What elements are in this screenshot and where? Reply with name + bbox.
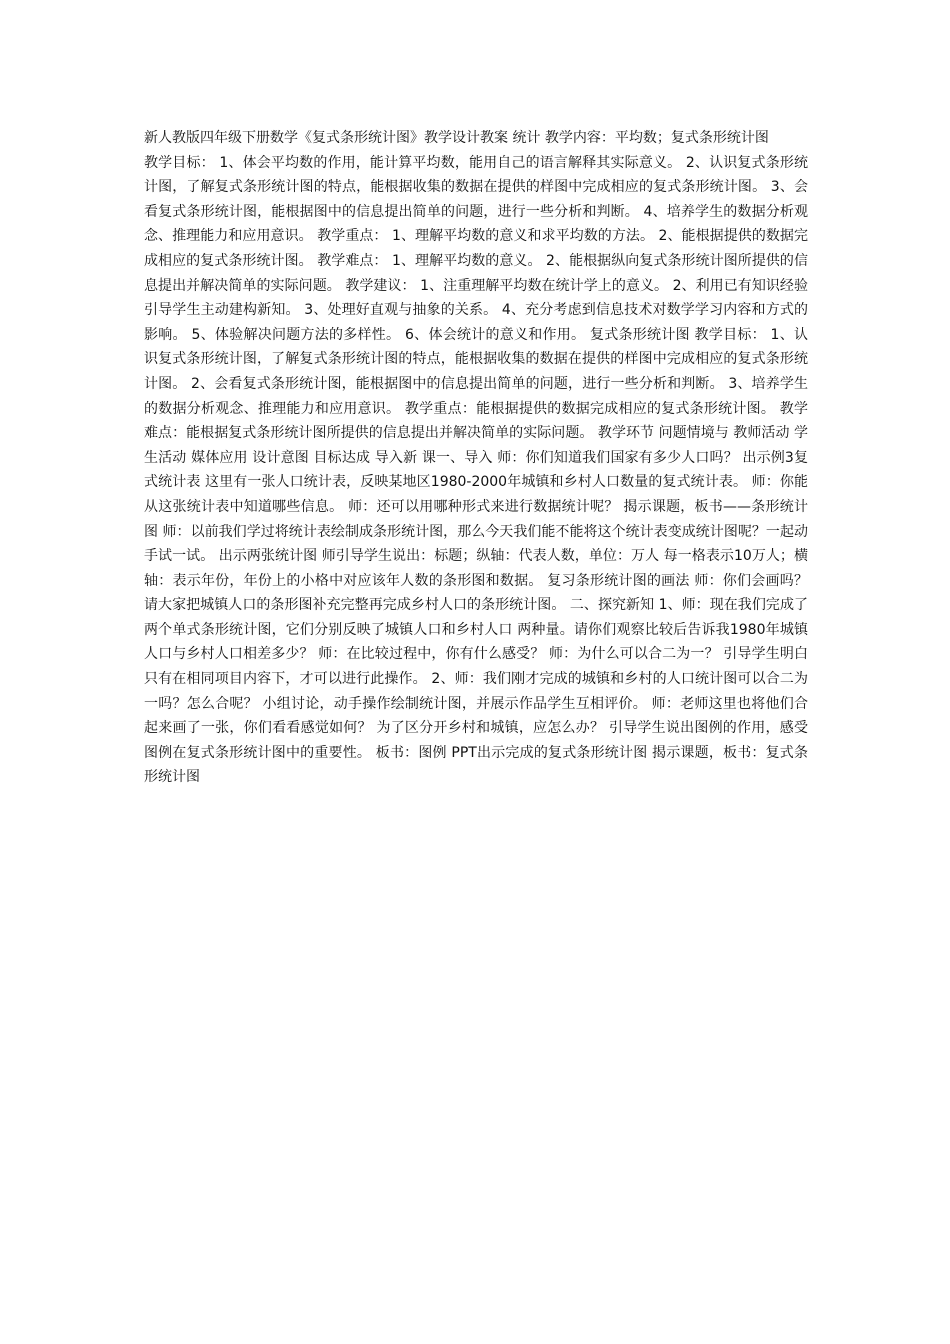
document-body-paragraph: 教学目标： 1、体会平均数的作用，能计算平均数，能用自己的语言解释其实际意义。 2、认识复式条形统计图，了解复式条形统计图的特点，能根据收集的数据在提供的样图中完成相应的复式条形统计图。 3、会看复式条形统计图，能根据图中的信息提出简单的问题，进行一些分析和判断。 4、培养学生的数据分析观念、推理能力和应用意识。 教学重点： 1、理解平均数的意义和求平均数的方法。 2、能根据提供的数据完成相应的复式条形统计图。 教学难点： 1、理解平均数的意义。 2、能根据纵向复式条形统计图所提供的信息提出并解决简单的实际问题。 教学建议： 1、注重理解平均数在统计学上的意义。 2、利用已有知识经验引导学生主动建构新知。 3、处理好直观与抽象的关系。 4、充分考虑到信息技术对数学学习内容和方式的影响。 5、体验解决问题方法的多样性。 6、体会统计的意义和作用。 复式条形统计图 教学目标： 1、认识复式条形统计图，了解复式条形统计图的特点，能根据收集的数据在提供的样图中完成相应的复式条形统计图。 2、会看复式条形统计图，能根据图中的信息提出简单的问题，进行一些分析和判断。 3、培养学生的数据分析观念、推理能力和应用意识。 教学重点：能根据提供的数据完成相应的复式条形统计图。 教学难点：能根据复式条形统计图所提供的信息提出并解决简单的实际问题。 教学环节 问题情境与 教师活动 学生活动 媒体应用 设计意图 目标达成 导入新 课一、导入 师：你们知道我们国家有多少人口吗？ 出示例3复式统计表 这里有一张人口统计表，反映某地区1980-2000年城镇和乡村人口数量的复式统计表。 师：你能从这张统计表中知道哪些信息。 师：还可以用哪种形式来进行数据统计呢？ 揭示课题，板书——条形统计图 师：以前我们学过将统计表绘制成条形统计图，那么今天我们能不能将这个统计表变成统计图呢？一起动手试一试。 出示两张统计图 师引导学生说出：标题；纵轴：代表人数，单位：万人 每一格表示10万人；横轴：表示年份，年份上的小格中对应该年人数的条形图和数据。 复习条形统计图的画法 师：你们会画吗？请大家把城镇人口的条形图补充完整再完成乡村人口的条形统计图。 二、探究新知 1、师：现在我们完成了两个单式条形统计图，它们分别反映了城镇人口和乡村人口 两种量。请你们观察比较后告诉我1980年城镇人口与乡村人口相差多少？ 师：在比较过程中，你有什么感受？ 师：为什么可以合二为一？ 引导学生明白只有在相同项目内容下，才可以进行此操作。 2、师：我们刚才完成的城镇和乡村的人口统计图可以合二为一吗？怎么合呢？ 小组讨论，动手操作绘制统计图，并展示作品学生互相评价。 师：老师这里也将他们合起来画了一张，你们看看感觉如何？ 为了区分开乡村和城镇，应怎么办？ 引导学生说出图例的作用，感受图例在复式条形统计图中的重要性。 板书：图例 PPT出示完成的复式条形统计图 揭示课题，板书：复式条形统计图 [144, 154, 808, 786]
document-body [144, 126, 808, 790]
document-title-paragraph: 新人教版四年级下册数学《复式条形统计图》教学设计教案 统计 教学内容：平均数；复式条形统计图 [144, 130, 769, 146]
